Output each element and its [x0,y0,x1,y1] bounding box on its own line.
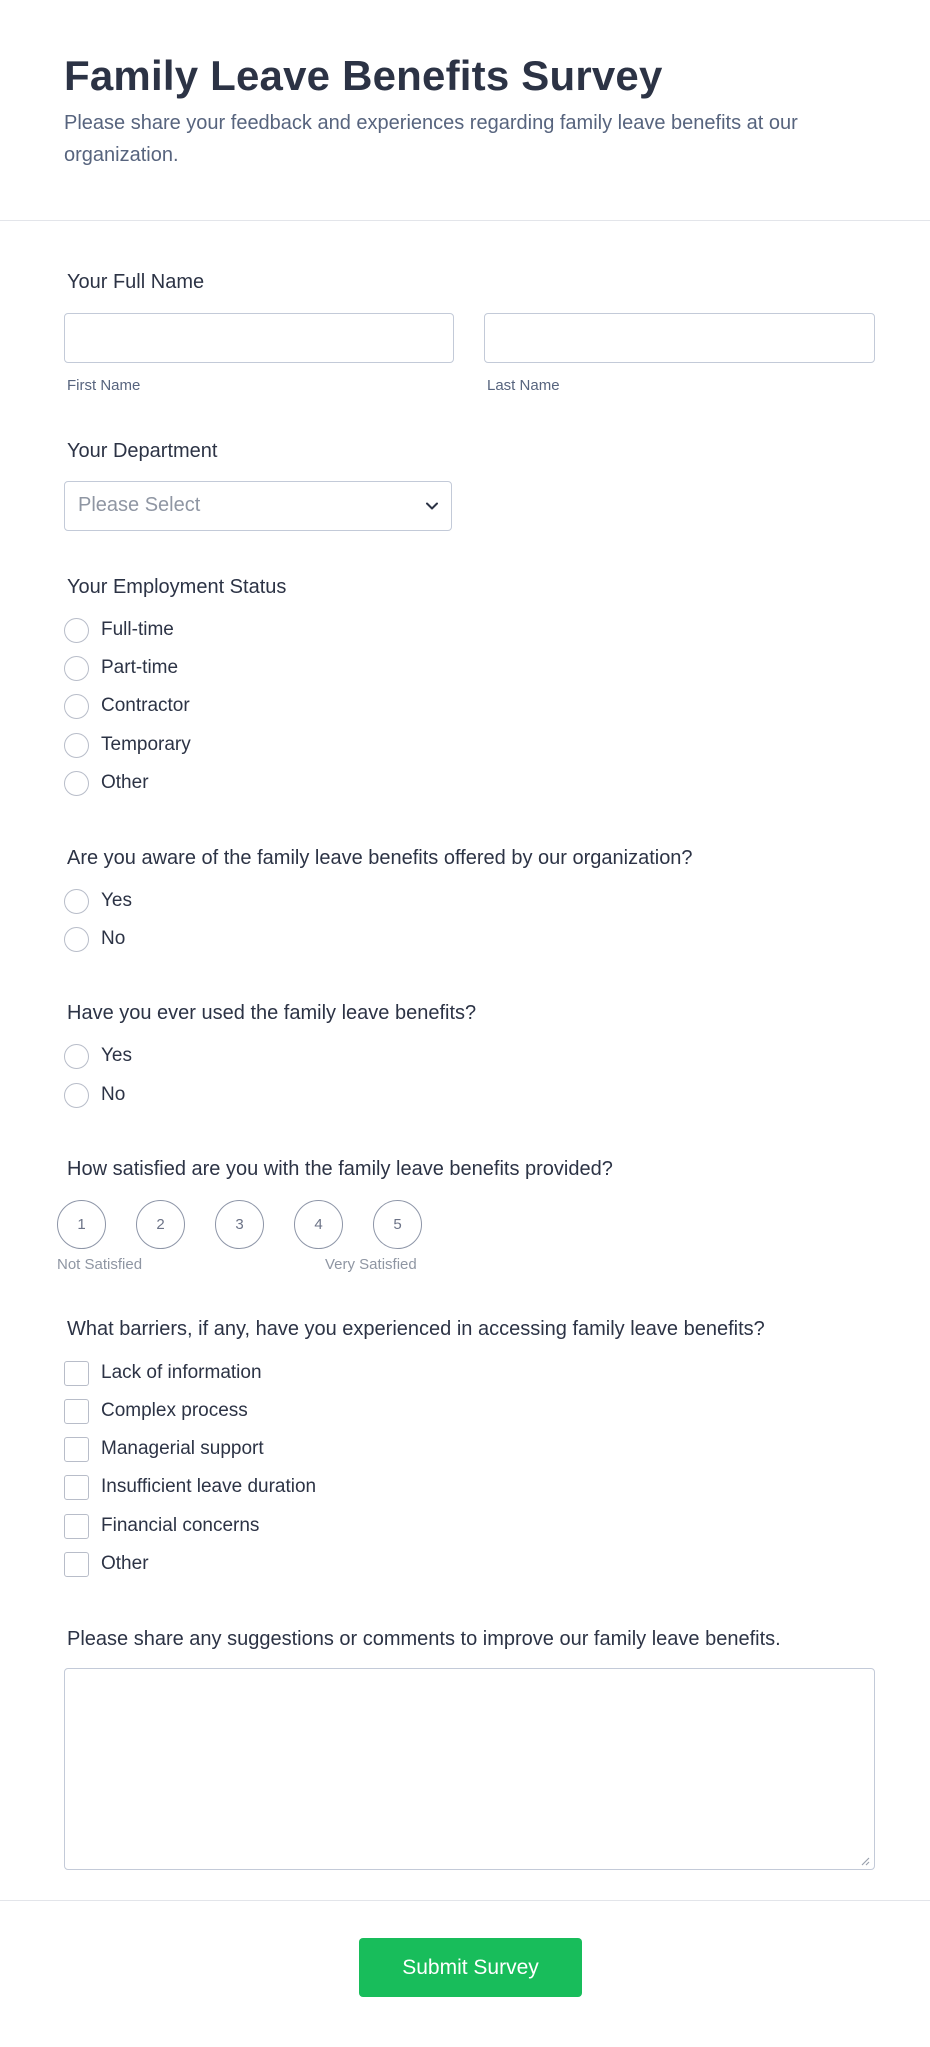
radio-icon[interactable] [64,618,89,643]
radio-icon[interactable] [64,656,89,681]
rating-low-caption: Not Satisfied [57,1256,143,1273]
option-label: Yes [101,1045,132,1066]
full-name-label: Your Full Name [67,271,205,293]
resize-handle-icon[interactable] [860,1856,870,1866]
checkbox-icon[interactable] [64,1514,89,1539]
awareness-question-label: Are you aware of the family leave benefits offered by our organization? [67,847,693,869]
used-benefits-question-label: Have you ever used the family leave benefits? [67,1002,477,1024]
comments-question-label: Please share any suggestions or comments to improve our family leave benefits. [67,1628,781,1650]
checkbox-icon[interactable] [64,1361,89,1386]
option-label: Full-time [101,619,174,640]
department-select-value: Please Select [78,494,201,516]
option-label: Temporary [101,734,191,755]
form-header [0,0,930,221]
option-label: Contractor [101,695,190,716]
radio-icon[interactable] [64,927,89,952]
radio-icon[interactable] [64,694,89,719]
option-label: Yes [101,890,132,911]
page-title: Family Leave Benefits Survey [64,52,663,99]
option-label: Insufficient leave duration [101,1476,317,1497]
radio-icon[interactable] [64,733,89,758]
option-label: Financial concerns [101,1515,260,1536]
page-subtitle: Please share your feedback and experiences regarding family leave benefits at our organization. [64,112,798,166]
checkbox-icon[interactable] [64,1399,89,1424]
option-label: No [101,928,126,949]
rating-option-5[interactable]: 5 [373,1200,422,1249]
department-select[interactable] [64,481,452,531]
option-label: Part-time [101,657,179,678]
rating-high-caption: Very Satisfied [325,1256,417,1273]
first-name-sublabel: First Name [67,377,141,394]
rating-option-4[interactable]: 4 [294,1200,343,1249]
option-label: No [101,1084,126,1105]
rating-option-2[interactable]: 2 [136,1200,185,1249]
chevron-down-icon [425,499,439,513]
last-name-input[interactable] [484,313,875,363]
employment-status-label: Your Employment Status [67,576,287,598]
department-label: Your Department [67,440,218,462]
rating-option-3[interactable]: 3 [215,1200,264,1249]
satisfaction-question-label: How satisfied are you with the family leave benefits provided? [67,1158,613,1180]
option-label: Lack of information [101,1362,262,1383]
checkbox-icon[interactable] [64,1437,89,1462]
submit-survey-button[interactable]: Submit Survey [359,1938,582,1997]
checkbox-icon[interactable] [64,1552,89,1577]
barriers-question-label: What barriers, if any, have you experienced in accessing family leave benefits? [67,1318,765,1340]
first-name-input[interactable] [64,313,454,363]
last-name-sublabel: Last Name [487,377,560,394]
radio-icon[interactable] [64,889,89,914]
radio-icon[interactable] [64,1044,89,1069]
checkbox-icon[interactable] [64,1475,89,1500]
radio-icon[interactable] [64,1083,89,1108]
option-label: Managerial support [101,1438,264,1459]
option-label: Complex process [101,1400,248,1421]
radio-icon[interactable] [64,771,89,796]
comments-textarea[interactable] [64,1668,875,1870]
option-label: Other [101,772,149,793]
option-label: Other [101,1553,149,1574]
rating-option-1[interactable]: 1 [57,1200,106,1249]
